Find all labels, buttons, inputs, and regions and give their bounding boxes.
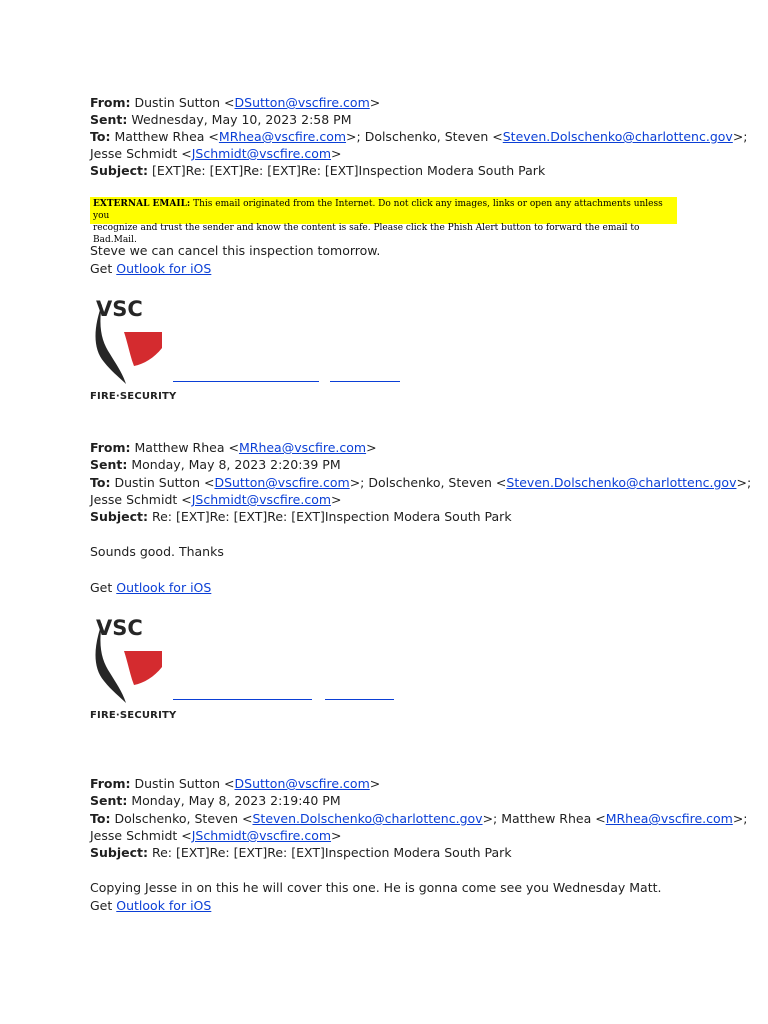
email-1-to-email-3[interactable]: JSchmidt@vscfire.com bbox=[191, 146, 332, 161]
email-3-from-email[interactable]: DSutton@vscfire.com bbox=[234, 776, 370, 791]
email-3-to-email-2[interactable]: MRhea@vscfire.com bbox=[605, 811, 733, 826]
vsc-flame-icon bbox=[90, 298, 168, 388]
signature-link-1[interactable] bbox=[173, 699, 312, 700]
email-3-to: To: Dolschenko, Steven <Steven.Dolschenko@charlottenc.gov>; Matthew Rhea <MRhea@vscfire.com>; bbox=[90, 811, 748, 826]
email-1-to: To: Matthew Rhea <MRhea@vscfire.com>; Dolschenko, Steven <Steven.Dolschenko@charlottenc.gov>; bbox=[90, 129, 748, 144]
email-2-to-email-3[interactable]: JSchmidt@vscfire.com bbox=[191, 492, 332, 507]
outlook-ios-link[interactable]: Outlook for iOS bbox=[116, 898, 212, 913]
email-2-get-outlook: Get Outlook for iOS bbox=[90, 580, 212, 595]
email-3-body: Copying Jesse in on this he will cover this one. He is gonna come see you Wednesday Matt. bbox=[90, 880, 662, 895]
vsc-flame-icon bbox=[90, 617, 168, 707]
email-3-subject: Subject: Re: [EXT]Re: [EXT]Re: [EXT]Inspection Modera South Park bbox=[90, 845, 512, 860]
email-3-from: From: Dustin Sutton <DSutton@vscfire.com> bbox=[90, 776, 381, 791]
email-3-to-cont: Jesse Schmidt <JSchmidt@vscfire.com> bbox=[90, 828, 342, 843]
email-1-to-cont: Jesse Schmidt <JSchmidt@vscfire.com> bbox=[90, 146, 342, 161]
external-email-warning: EXTERNAL EMAIL: This email originated from the Internet. Do not click any images, links or open any attachments unless you recognize and trust the sender and know the content is safe. Please click the Phish Alert button to forward the email to Bad.Mail. bbox=[90, 197, 677, 224]
email-2-from: From: Matthew Rhea <MRhea@vscfire.com> bbox=[90, 440, 377, 455]
email-2-to-email-1[interactable]: DSutton@vscfire.com bbox=[214, 475, 350, 490]
email-1-to-email-1[interactable]: MRhea@vscfire.com bbox=[218, 129, 347, 144]
email-3-get-outlook: Get Outlook for iOS bbox=[90, 898, 212, 913]
signature-link-1[interactable] bbox=[173, 381, 319, 382]
email-2-sent: Sent: Monday, May 8, 2023 2:20:39 PM bbox=[90, 457, 341, 472]
email-1-subject: Subject: [EXT]Re: [EXT]Re: [EXT]Re: [EXT]Inspection Modera South Park bbox=[90, 163, 546, 178]
email-3-to-email-1[interactable]: Steven.Dolschenko@charlottenc.gov bbox=[252, 811, 483, 826]
email-1-to-email-2[interactable]: Steven.Dolschenko@charlottenc.gov bbox=[502, 129, 733, 144]
email-2-from-email[interactable]: MRhea@vscfire.com bbox=[238, 440, 367, 455]
email-2-to: To: Dustin Sutton <DSutton@vscfire.com>; Dolschenko, Steven <Steven.Dolschenko@charlottenc.gov>; bbox=[90, 475, 752, 490]
svg-text:VSC: VSC bbox=[96, 298, 143, 321]
email-2-body: Sounds good. Thanks bbox=[90, 544, 224, 559]
outlook-ios-link[interactable]: Outlook for iOS bbox=[116, 261, 212, 276]
email-1-body: Steve we can cancel this inspection tomorrow. bbox=[90, 243, 381, 258]
vsc-logo bbox=[90, 617, 177, 721]
email-3-to-email-3[interactable]: JSchmidt@vscfire.com bbox=[191, 828, 332, 843]
email-1-from: From: Dustin Sutton <DSutton@vscfire.com> bbox=[90, 95, 381, 110]
email-2-to-email-2[interactable]: Steven.Dolschenko@charlottenc.gov bbox=[506, 475, 737, 490]
signature-link-2[interactable] bbox=[330, 381, 400, 382]
email-2-subject: Subject: Re: [EXT]Re: [EXT]Re: [EXT]Inspection Modera South Park bbox=[90, 509, 512, 524]
outlook-ios-link[interactable]: Outlook for iOS bbox=[116, 580, 212, 595]
signature-link-2[interactable] bbox=[325, 699, 394, 700]
email-2-to-cont: Jesse Schmidt <JSchmidt@vscfire.com> bbox=[90, 492, 342, 507]
svg-text:VSC: VSC bbox=[96, 617, 143, 640]
email-1-from-email[interactable]: DSutton@vscfire.com bbox=[234, 95, 370, 110]
email-1-get-outlook: Get Outlook for iOS bbox=[90, 261, 212, 276]
email-3-sent: Sent: Monday, May 8, 2023 2:19:40 PM bbox=[90, 793, 341, 808]
logo-tagline: FIRE·SECURITY bbox=[90, 710, 177, 721]
email-1-sent: Sent: Wednesday, May 10, 2023 2:58 PM bbox=[90, 112, 352, 127]
logo-tagline: FIRE·SECURITY bbox=[90, 391, 177, 402]
vsc-logo bbox=[90, 298, 177, 402]
